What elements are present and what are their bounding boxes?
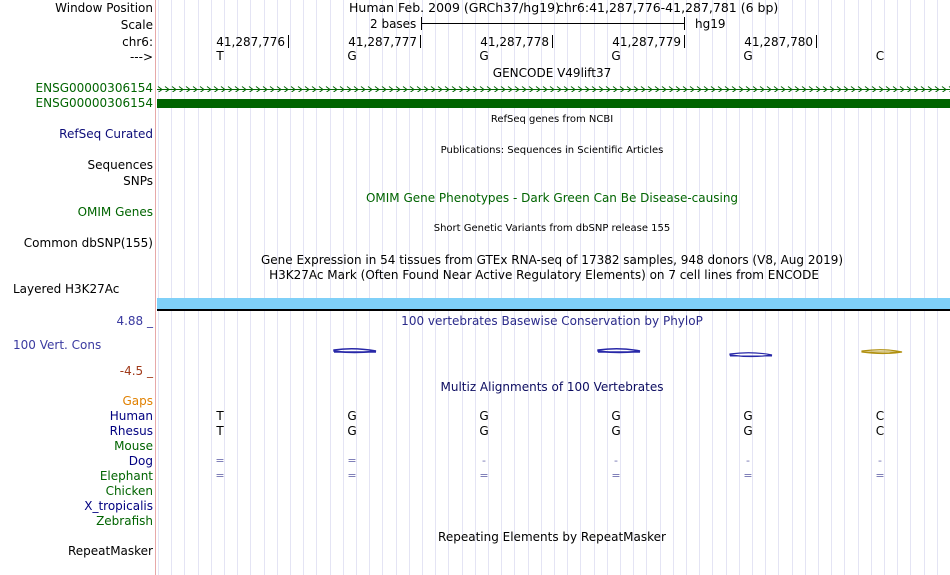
alignment-base: =: [611, 469, 621, 482]
alignment-base: =: [875, 469, 885, 482]
dbsnp-label[interactable]: Common dbSNP(155): [23, 236, 153, 250]
coordinate-label: 41,287,778: [480, 35, 549, 49]
phylop-mark-4: [862, 350, 902, 354]
gencode-transcript-label-2[interactable]: ENSG00000306154: [35, 96, 153, 110]
snps-label[interactable]: SNPs: [123, 174, 153, 188]
scale-bar: [421, 23, 685, 24]
gencode-track-title: GENCODE V49lift37: [492, 66, 612, 80]
alignment-base: G: [347, 424, 357, 438]
refseq-label[interactable]: RefSeq Curated: [59, 127, 153, 141]
gencode-transcript-label-1[interactable]: ENSG00000306154: [35, 81, 153, 95]
repeatmasker-label[interactable]: RepeatMasker: [67, 544, 153, 558]
alignment-base: =: [215, 469, 225, 482]
alignment-base: G: [347, 409, 357, 423]
assembly-text: Human Feb. 2009 (GRCh37/hg19): [349, 0, 560, 15]
refseq-track-title: RefSeq genes from NCBI: [490, 114, 614, 125]
species-label-dog[interactable]: Dog: [128, 454, 153, 468]
multiz-track-title: Multiz Alignments of 100 Vertebrates: [440, 380, 664, 394]
alignment-base: G: [611, 424, 621, 438]
species-label-x_tropicalis[interactable]: X_tropicalis: [84, 499, 153, 513]
species-label-human[interactable]: Human: [109, 409, 153, 423]
species-label-elephant[interactable]: Elephant: [99, 469, 153, 483]
alignment-base: -: [482, 454, 486, 467]
h3k27ac-track-title: H3K27Ac Mark (Often Found Near Active Regulatory Elements) on 7 cell lines from ENCODE: [269, 268, 819, 282]
alignment-base: =: [347, 469, 357, 482]
phylop-track-title: 100 vertebrates Basewise Conservation by PhyloP: [401, 314, 703, 328]
alignment-base: -: [746, 454, 750, 467]
coordinate-label: 41,287,776: [216, 35, 285, 49]
species-label-rhesus[interactable]: Rhesus: [109, 424, 153, 438]
h3k27ac-signal-bar[interactable]: [157, 298, 950, 309]
h3k27ac-baseline: [157, 309, 950, 311]
species-label-mouse[interactable]: Mouse: [114, 439, 153, 453]
alignment-base: G: [479, 424, 489, 438]
scale-db-text: hg19: [695, 17, 726, 31]
sequences-label[interactable]: Sequences: [87, 158, 153, 172]
species-label-zebrafish[interactable]: Zebrafish: [96, 514, 153, 528]
species-label-chicken[interactable]: Chicken: [105, 484, 153, 498]
coordinate-label: 41,287,779: [612, 35, 681, 49]
alignment-base: =: [215, 454, 225, 467]
reference-base: G: [743, 49, 753, 63]
label-separator: [155, 0, 156, 575]
publications-track-title: Publications: Sequences in Scientific Articles: [440, 145, 664, 156]
alignment-base: G: [743, 424, 753, 438]
reference-base: C: [875, 49, 885, 63]
reference-base: G: [479, 49, 489, 63]
coordinate-label: 41,287,780: [744, 35, 813, 49]
alignment-base: T: [216, 409, 224, 423]
coordinate-tick: [420, 35, 421, 48]
alignment-base: G: [479, 409, 489, 423]
coordinate-tick: [816, 35, 817, 48]
phylop-mark-2: [598, 349, 640, 353]
cons-track-label[interactable]: 100 Vert. Cons: [13, 338, 102, 352]
gaps-label: Gaps: [122, 394, 153, 408]
alignment-base: =: [479, 469, 489, 482]
cons-max-label: 4.88 _: [116, 314, 153, 328]
reference-base: G: [347, 49, 357, 63]
chr-label: chr6:: [122, 35, 153, 49]
scale-text: 2 bases: [370, 17, 417, 31]
repeatmasker-track-title: Repeating Elements by RepeatMasker: [438, 530, 666, 544]
alignment-base: -: [614, 454, 618, 467]
reference-base: G: [611, 49, 621, 63]
gencode-transcript-1[interactable]: [157, 83, 950, 92]
dbsnp-track-title: Short Genetic Variants from dbSNP release 155: [433, 223, 671, 234]
scale-bar-left-cap: [421, 17, 422, 30]
omim-label[interactable]: OMIM Genes: [77, 205, 153, 219]
phylop-mark-3: [730, 353, 772, 357]
alignment-base: -: [878, 454, 882, 467]
alignment-base: G: [611, 409, 621, 423]
h3k27ac-label[interactable]: Layered H3K27Ac: [13, 282, 120, 296]
strand-arrow-label: --->: [129, 50, 153, 64]
alignment-base: =: [347, 454, 357, 467]
phylop-mark-1: [334, 349, 376, 353]
alignment-base: T: [216, 424, 224, 438]
gtex-track-title: Gene Expression in 54 tissues from GTEx RNA-seq of 17382 samples, 948 donors (V8, Aug 2019): [260, 253, 844, 267]
alignment-base: G: [743, 409, 753, 423]
scale-bar-right-cap: [684, 17, 685, 30]
reference-base: T: [216, 49, 224, 63]
coordinate-tick: [552, 35, 553, 48]
gencode-transcript-2[interactable]: [157, 99, 950, 108]
cons-min-label: -4.5 _: [119, 364, 153, 378]
position-text[interactable]: chr6:41,287,776-41,287,781 (6 bp): [557, 0, 779, 15]
alignment-base: =: [743, 469, 753, 482]
alignment-base: C: [875, 424, 885, 438]
intron-chevrons: [157, 85, 950, 92]
coordinate-tick: [288, 35, 289, 48]
coordinate-label: 41,287,777: [348, 35, 417, 49]
window-position-label: Window Position: [55, 1, 153, 15]
scale-label: Scale: [120, 18, 153, 32]
phylop-conservation-marks: [0, 340, 950, 360]
coordinate-tick: [684, 35, 685, 48]
omim-track-title: OMIM Gene Phenotypes - Dark Green Can Be Disease-causing: [365, 191, 739, 205]
alignment-base: C: [875, 409, 885, 423]
